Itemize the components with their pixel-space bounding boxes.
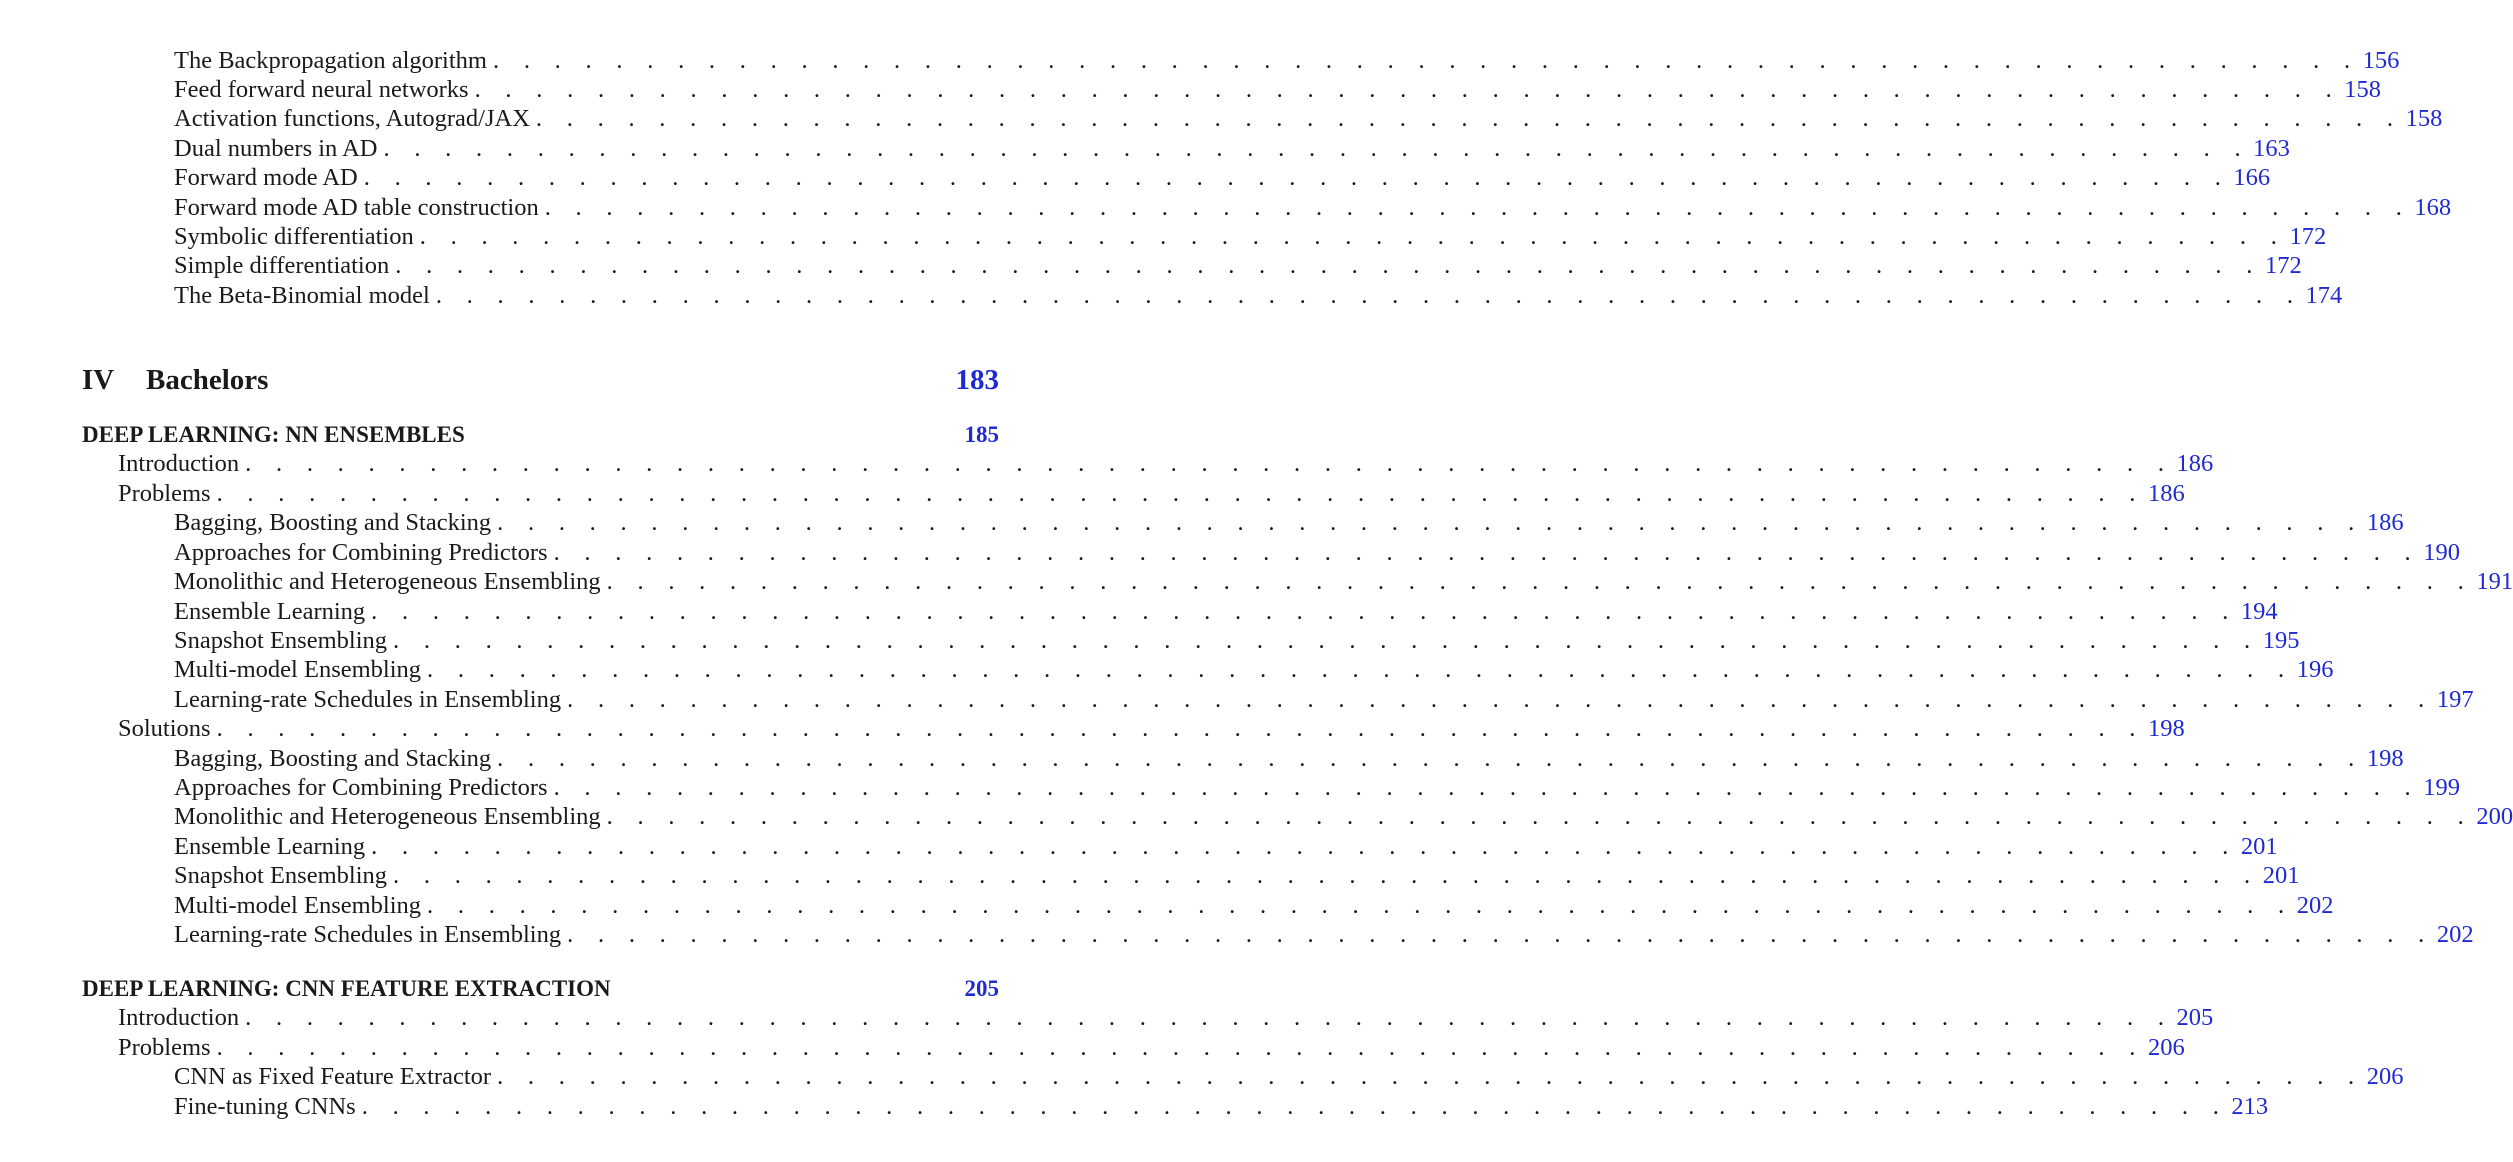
toc-page-link[interactable]: 166 <box>2233 164 2271 191</box>
toc-entry-title: Ensemble Learning <box>174 833 366 860</box>
chapter-page-link[interactable]: 185 <box>964 422 999 447</box>
toc-page-link[interactable]: 163 <box>2253 135 2290 162</box>
toc-page-link[interactable]: 202 <box>2436 921 2474 948</box>
toc-entry-title: CNN as Fixed Feature Extractor <box>174 1063 492 1090</box>
toc-page-link[interactable]: 190 <box>2423 539 2460 566</box>
toc-entry[interactable] <box>174 508 2404 538</box>
toc-entry[interactable] <box>174 891 2334 921</box>
toc-entry[interactable] <box>174 920 2474 950</box>
dot-leader: . . . . . . . . . . . . . . . . . . . . . . . . . . . . . . . . . . . . . . . . . . . . . . . . . . . . . . . . . . . . . <box>363 164 2231 191</box>
toc-entry-title: Snapshot Ensembling <box>174 627 388 654</box>
dot-leader: . . . . . . . . . . . . . . . . . . . . . . . . . . . . . . . . . . . . . . . . . . . . . . . . . . . . . . . . . . . . . <box>395 252 2262 279</box>
dot-leader: . . . . . . . . . . . . . . . . . . . . . . . . . . . . . . . . . . . . . . . . . . . . . . . . . . . . . . . . . . . . . <box>383 135 2250 162</box>
toc-entry-title: The Backpropagation algorithm <box>174 47 487 74</box>
dot-leader: . . . . . . . . . . . . . . . . . . . . . . . . . . . . . . . . . . . . . . . . . . . . . . . . . . . . . . . . . . . . . . . <box>216 1034 2145 1061</box>
toc-entry-title: Activation functions, Autograd/JAX <box>174 105 530 132</box>
toc-entry-title: Forward mode AD <box>174 164 358 191</box>
toc-page-link[interactable]: 195 <box>2262 627 2300 654</box>
part-title: Bachelors <box>146 364 269 396</box>
toc-page-link[interactable]: 206 <box>2366 1063 2404 1090</box>
toc-entry-title: Feed forward neural networks <box>174 76 469 103</box>
toc-page-link[interactable]: 186 <box>2147 480 2185 507</box>
toc-page-link[interactable]: 202 <box>2296 892 2334 919</box>
toc-entry-title: Symbolic differentiation <box>174 223 414 250</box>
dot-leader: . . . . . . . . . . . . . . . . . . . . . . . . . . . . . . . . . . . . . . . . . . . . . . . . . . . . . . . . . . . . . <box>435 282 2303 309</box>
toc-section-problems[interactable] <box>118 479 2185 509</box>
toc-entry[interactable] <box>174 134 2290 164</box>
dot-leader: . . . . . . . . . . . . . . . . . . . . . . . . . . . . . . . . . . . . . . . . . . . . . . . . . . . . . . . . . . . . . . . <box>245 1004 2174 1031</box>
toc-entry[interactable] <box>174 802 2513 832</box>
dot-leader: . . . . . . . . . . . . . . . . . . . . . . . . . . . . . . . . . . . . . . . . . . . . . . . . . . . . . . . . . . . . . <box>393 862 2260 889</box>
toc-page-link[interactable]: 172 <box>2264 252 2302 279</box>
toc-page-link[interactable]: 199 <box>2423 774 2460 801</box>
toc-entry-title: Introduction <box>118 450 240 477</box>
toc-page-link[interactable]: 197 <box>2436 686 2474 713</box>
toc-page-link[interactable]: 186 <box>2176 450 2214 477</box>
dot-leader: . . . . . . . . . . . . . . . . . . . . . . . . . . . . . . . . . . . . . . . . . . . . . . . . . . . . . . . . . . . . . <box>427 892 2294 919</box>
toc-entry[interactable] <box>174 251 2302 281</box>
toc-entry[interactable] <box>174 538 2460 568</box>
part-page-link[interactable]: 183 <box>955 364 999 396</box>
toc-entry-title: Monolithic and Heterogeneous Ensembling <box>174 568 601 595</box>
dot-leader: . . . . . . . . . . . . . . . . . . . . . . . . . . . . . . . . . . . . . . . . . . . . . . . . . . . . . . . . . . . . . <box>393 627 2260 654</box>
toc-entry[interactable] <box>174 626 2300 656</box>
toc-section-problems[interactable] <box>118 1033 2185 1063</box>
dot-leader: . . . . . . . . . . . . . . . . . . . . . . . . . . . . . . . . . . . . . . . . . . . . . . . . . . . . . . . . . . . . . <box>492 47 2360 74</box>
toc-entry-title: Fine-tuning CNNs <box>174 1093 356 1120</box>
toc-page-link[interactable]: 196 <box>2296 656 2334 683</box>
toc-page-link[interactable]: 206 <box>2147 1034 2185 1061</box>
toc-page-link[interactable]: 198 <box>2366 745 2404 772</box>
toc-entry[interactable] <box>174 75 2382 105</box>
toc-entry[interactable] <box>174 685 2474 715</box>
chapter-page-link[interactable]: 205 <box>964 976 999 1001</box>
dot-leader: . . . . . . . . . . . . . . . . . . . . . . . . . . . . . . . . . . . . . . . . . . . . . . . . . . . . . . . . . . . . . . . <box>216 480 2145 507</box>
toc-page-link[interactable]: 201 <box>2262 862 2300 889</box>
dot-leader: . . . . . . . . . . . . . . . . . . . . . . . . . . . . . . . . . . . . . . . . . . . . . . . . . . . . . . . . . . . . . <box>567 686 2434 713</box>
toc-page-link[interactable]: 194 <box>2240 598 2278 625</box>
dot-leader: . . . . . . . . . . . . . . . . . . . . . . . . . . . . . . . . . . . . . . . . . . . . . . . . . . . . . . . . . . . . . <box>553 539 2420 566</box>
dot-leader: . . . . . . . . . . . . . . . . . . . . . . . . . . . . . . . . . . . . . . . . . . . . . . . . . . . . . . . . . . . . . <box>371 598 2238 625</box>
dot-leader: . . . . . . . . . . . . . . . . . . . . . . . . . . . . . . . . . . . . . . . . . . . . . . . . . . . . . . . . . . . . . <box>497 1063 2364 1090</box>
toc-section-introduction[interactable] <box>118 449 2214 479</box>
toc-page-link[interactable]: 174 <box>2305 282 2343 309</box>
dot-leader: . . . . . . . . . . . . . . . . . . . . . . . . . . . . . . . . . . . . . . . . . . . . . . . . . . . . . . . . . . . . . . . <box>216 715 2145 742</box>
toc-entry[interactable] <box>174 597 2278 627</box>
chapter-heading[interactable] <box>82 420 999 450</box>
toc-page-link[interactable]: 158 <box>2344 76 2382 103</box>
toc-page-link[interactable]: 205 <box>2176 1004 2214 1031</box>
dot-leader: . . . . . . . . . . . . . . . . . . . . . . . . . . . . . . . . . . . . . . . . . . . . . . . . . . . . . . . . . . . . . <box>606 803 2474 830</box>
toc-entry[interactable] <box>174 222 2327 252</box>
dot-leader: . . . . . . . . . . . . . . . . . . . . . . . . . . . . . . . . . . . . . . . . . . . . . . . . . . . . . . . . . . . . . <box>606 568 2474 595</box>
toc-entry[interactable] <box>174 163 2271 193</box>
toc-entry[interactable] <box>174 773 2460 803</box>
toc-entry[interactable] <box>174 832 2278 862</box>
toc-entry-title: Multi-model Ensembling <box>174 656 422 683</box>
toc-section-solutions[interactable] <box>118 714 2185 744</box>
toc-entry[interactable] <box>174 1092 2269 1122</box>
dot-leader: . . . . . . . . . . . . . . . . . . . . . . . . . . . . . . . . . . . . . . . . . . . . . . . . . . . . . . . . . . . . . <box>497 509 2364 536</box>
toc-entry-title: Bagging, Boosting and Stacking <box>174 745 492 772</box>
toc-entry-title: Snapshot Ensembling <box>174 862 388 889</box>
toc-entry-title: Bagging, Boosting and Stacking <box>174 509 492 536</box>
toc-entry-title: Problems <box>118 1034 211 1061</box>
dot-leader: . . . . . . . . . . . . . . . . . . . . . . . . . . . . . . . . . . . . . . . . . . . . . . . . . . . . . . . . . . . . . <box>427 656 2294 683</box>
toc-entry[interactable] <box>174 655 2334 685</box>
toc-entry-title: Introduction <box>118 1004 240 1031</box>
toc-entry[interactable] <box>174 193 2452 223</box>
dot-leader: . . . . . . . . . . . . . . . . . . . . . . . . . . . . . . . . . . . . . . . . . . . . . . . . . . . . . . . . . . . . . <box>497 745 2364 772</box>
toc-entry[interactable] <box>174 1062 2404 1092</box>
toc-page-link[interactable]: 191 <box>2476 568 2513 595</box>
dot-leader: . . . . . . . . . . . . . . . . . . . . . . . . . . . . . . . . . . . . . . . . . . . . . . . . . . . . . . . . . . . . . <box>419 223 2287 250</box>
chapter-title: DEEP LEARNING: CNN FEATURE EXTRACTION <box>82 976 611 1001</box>
toc-entry-title: Learning-rate Schedules in Ensembling <box>174 686 562 713</box>
toc-entry-title: Multi-model Ensembling <box>174 892 422 919</box>
toc-entry-title: Approaches for Combining Predictors <box>174 774 548 801</box>
toc-page-link[interactable]: 201 <box>2240 833 2278 860</box>
toc-entry-title: Problems <box>118 480 211 507</box>
toc-page-link[interactable]: 156 <box>2362 47 2400 74</box>
toc-page-link[interactable]: 198 <box>2147 715 2185 742</box>
toc-entry-title: Forward mode AD table construction <box>174 194 539 221</box>
dot-leader: . . . . . . . . . . . . . . . . . . . . . . . . . . . . . . . . . . . . . . . . . . . . . . . . . . . . . . . . . . . . . <box>553 774 2420 801</box>
toc-page-link[interactable]: 168 <box>2414 194 2452 221</box>
dot-leader: . . . . . . . . . . . . . . . . . . . . . . . . . . . . . . . . . . . . . . . . . . . . . . . . . . . . . . . . . . . . . <box>535 105 2403 132</box>
chapter-heading[interactable] <box>82 974 999 1004</box>
toc-entry[interactable] <box>174 861 2300 891</box>
toc-entry[interactable] <box>174 281 2343 311</box>
toc-entry-title: Dual numbers in AD <box>174 135 378 162</box>
toc-page-link[interactable]: 200 <box>2476 803 2513 830</box>
toc-entry-title: The Beta-Binomial model <box>174 282 430 309</box>
toc-entry-title: Monolithic and Heterogeneous Ensembling <box>174 803 601 830</box>
toc-page-link[interactable]: 213 <box>2231 1093 2269 1120</box>
dot-leader: . . . . . . . . . . . . . . . . . . . . . . . . . . . . . . . . . . . . . . . . . . . . . . . . . . . . . . . . . . . . . <box>474 76 2342 103</box>
toc-page-link[interactable]: 172 <box>2289 223 2327 250</box>
toc-section-introduction[interactable] <box>118 1003 2214 1033</box>
toc-entry-title: Approaches for Combining Predictors <box>174 539 548 566</box>
toc-page-link[interactable]: 186 <box>2366 509 2404 536</box>
toc-entry-title: Solutions <box>118 715 211 742</box>
part-number: IV <box>82 364 115 396</box>
toc-entry[interactable] <box>174 744 2404 774</box>
dot-leader: . . . . . . . . . . . . . . . . . . . . . . . . . . . . . . . . . . . . . . . . . . . . . . . . . . . . . . . . . . . . . <box>361 1093 2229 1120</box>
toc-entry[interactable] <box>174 104 2443 134</box>
dot-leader: . . . . . . . . . . . . . . . . . . . . . . . . . . . . . . . . . . . . . . . . . . . . . . . . . . . . . . . . . . . . . . . <box>245 450 2174 477</box>
dot-leader: . . . . . . . . . . . . . . . . . . . . . . . . . . . . . . . . . . . . . . . . . . . . . . . . . . . . . . . . . . . . . <box>371 833 2238 860</box>
toc-entry-title: Ensemble Learning <box>174 598 366 625</box>
chapter-title: DEEP LEARNING: NN ENSEMBLES <box>82 422 465 447</box>
dot-leader: . . . . . . . . . . . . . . . . . . . . . . . . . . . . . . . . . . . . . . . . . . . . . . . . . . . . . . . . . . . . . <box>544 194 2412 221</box>
toc-page-link[interactable]: 158 <box>2405 105 2443 132</box>
toc-entry-title: Learning-rate Schedules in Ensembling <box>174 921 562 948</box>
dot-leader: . . . . . . . . . . . . . . . . . . . . . . . . . . . . . . . . . . . . . . . . . . . . . . . . . . . . . . . . . . . . . <box>567 921 2434 948</box>
toc-entry-title: Simple differentiation <box>174 252 390 279</box>
toc-entry[interactable] <box>174 46 2400 76</box>
toc-entry[interactable] <box>174 567 2513 597</box>
part-heading[interactable] <box>82 362 999 398</box>
